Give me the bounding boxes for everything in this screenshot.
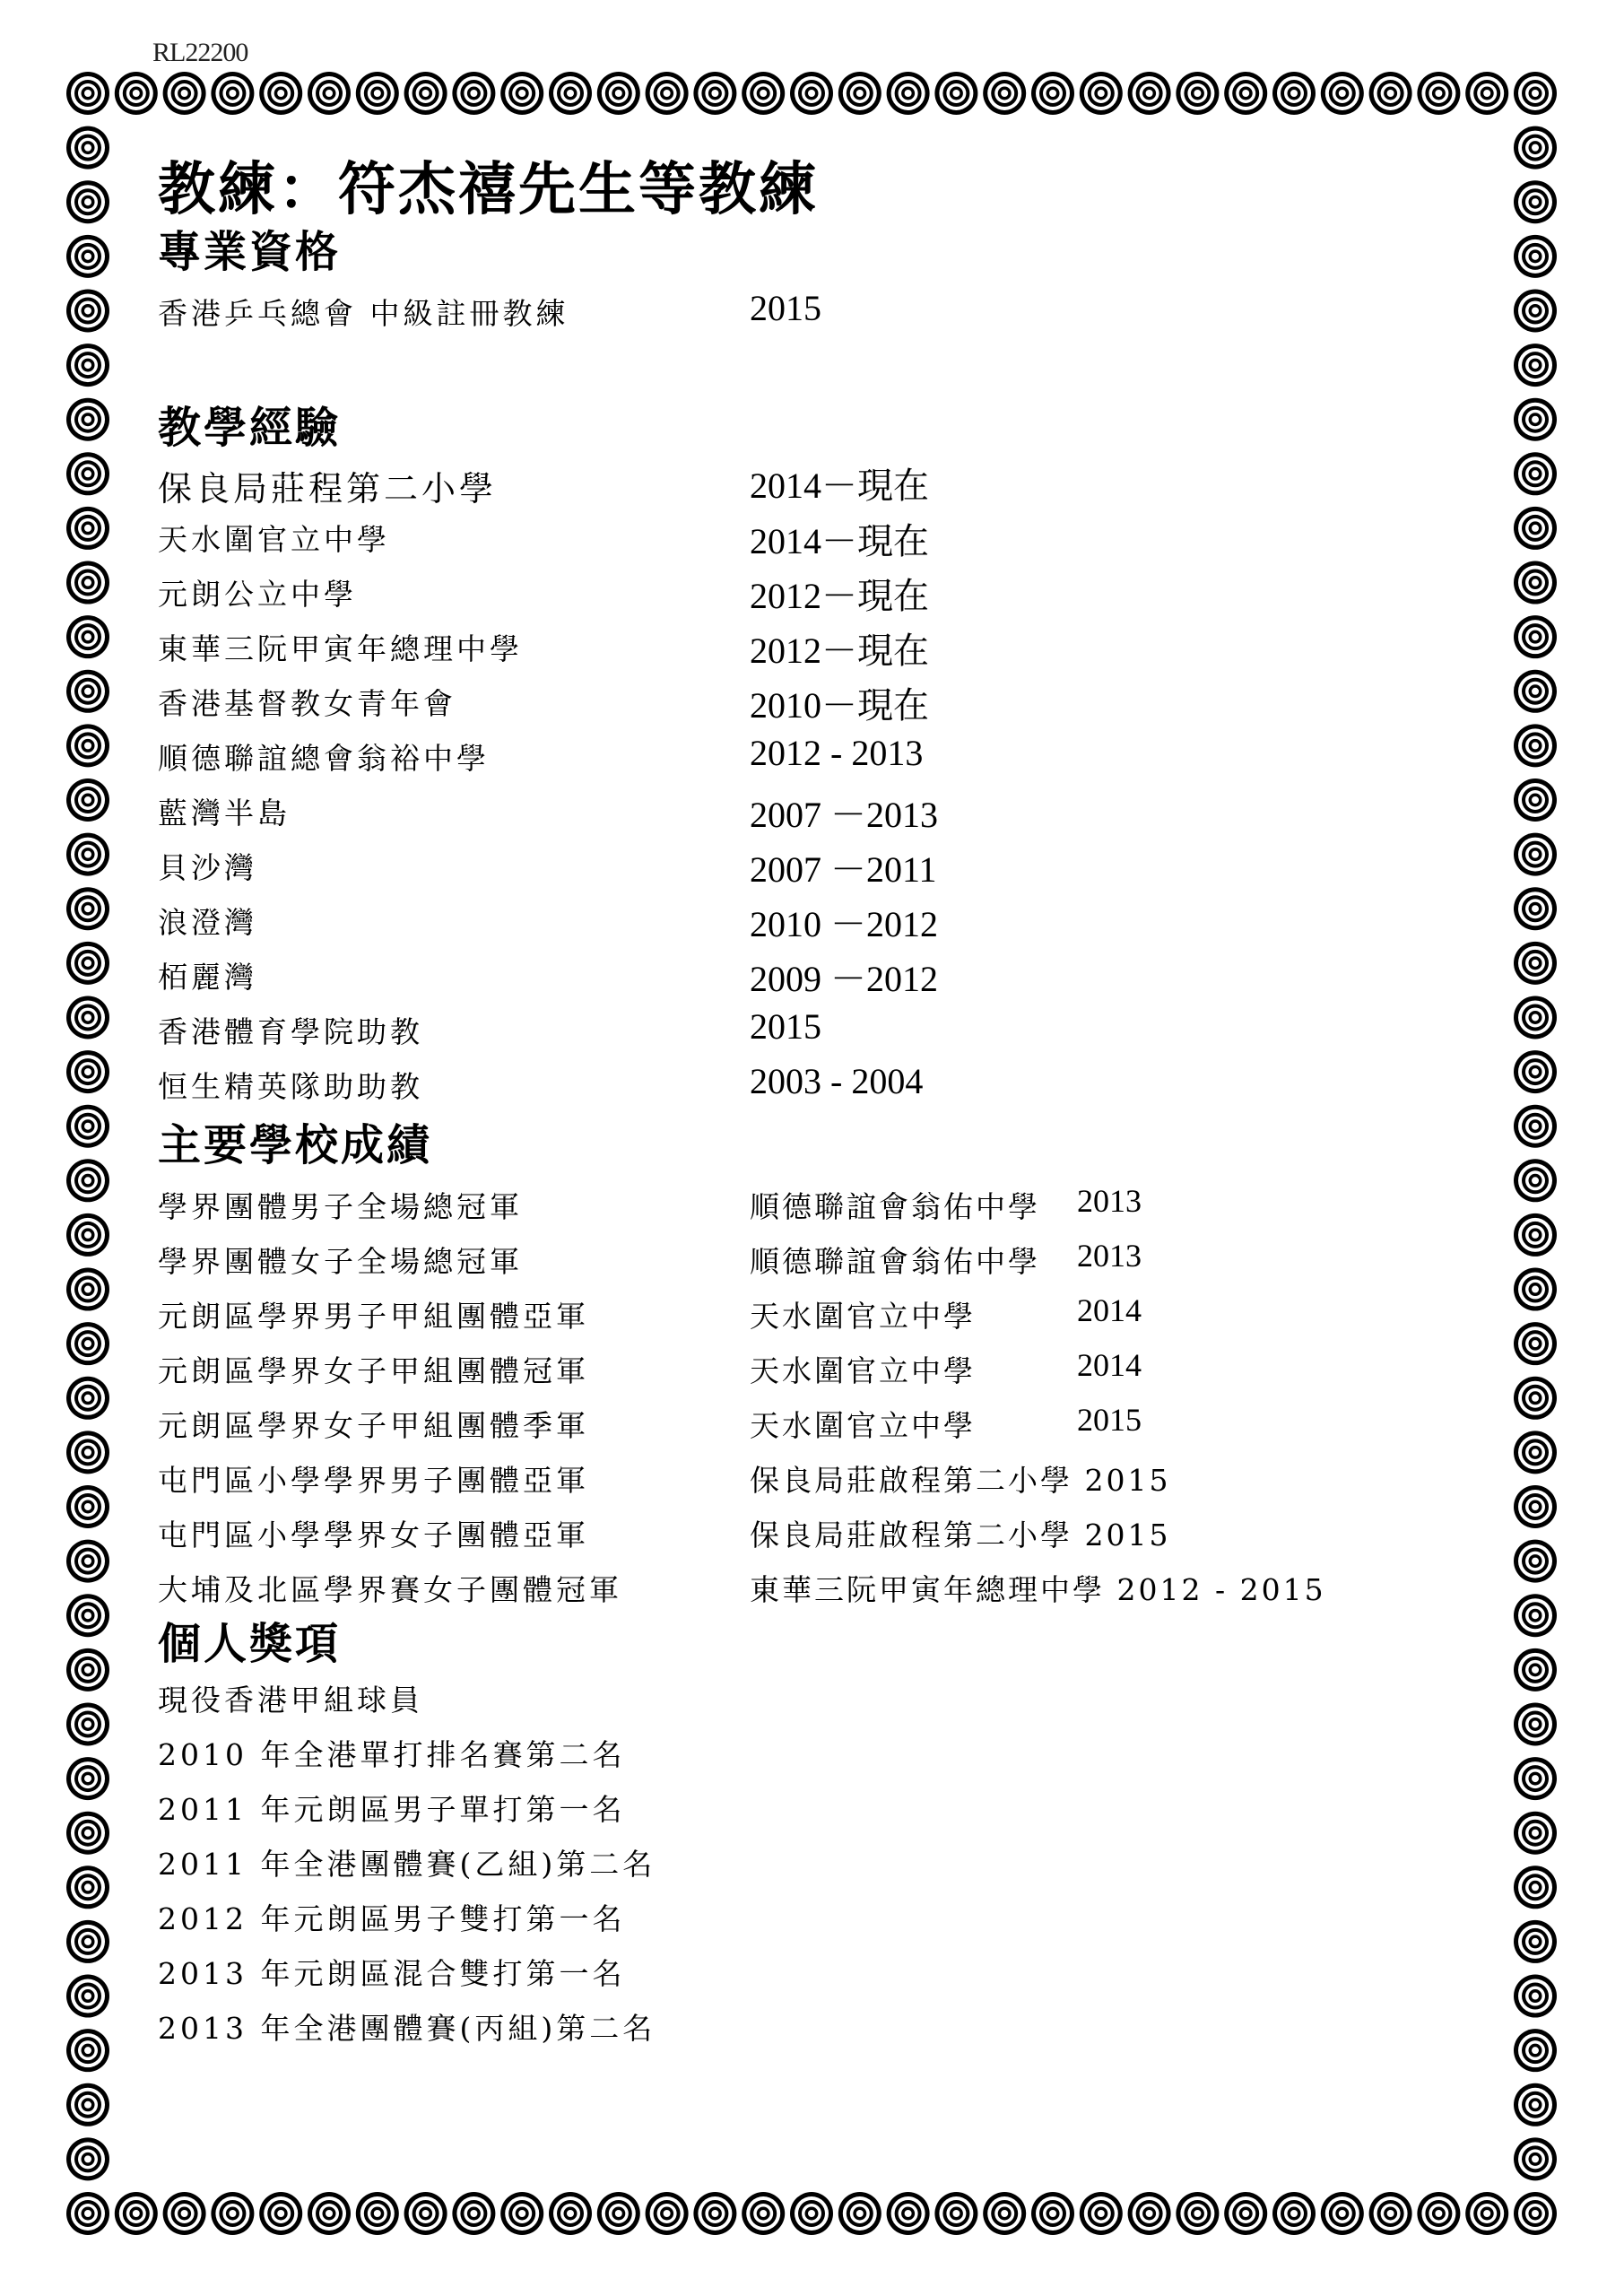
award-item: 2011 年全港團體賽(乙組)第二名: [158, 1847, 656, 1882]
border-ring: [308, 72, 351, 115]
experience-year: 2007 －2013: [750, 795, 938, 835]
award-item: 2013 年全港團體賽(丙組)第二名: [158, 2011, 656, 2046]
border-ring: [66, 1812, 109, 1855]
result-label: 學界團體男子全場總冠軍: [158, 1189, 523, 1224]
experience-year: 2012－現在: [750, 631, 929, 671]
border-ring: [452, 72, 495, 115]
border-ring: [549, 72, 592, 115]
border-ring: [308, 2192, 351, 2235]
border-ring: [1514, 2029, 1557, 2072]
border-ring: [1514, 1594, 1557, 1637]
experience-row: [158, 461, 1503, 509]
border-ring: [1514, 1268, 1557, 1311]
border-ring: [1514, 344, 1557, 387]
border-ring: [66, 1159, 109, 1202]
border-ring: [887, 2192, 930, 2235]
border-ring: [1031, 2192, 1074, 2235]
result-label: 屯門區小學學界男子團體亞軍: [158, 1463, 589, 1498]
award-item: 2013 年元朗區混合雙打第一名: [158, 1956, 626, 1991]
border-ring: [1514, 1975, 1557, 2018]
border-ring: [1128, 2192, 1171, 2235]
border-ring: [66, 1866, 109, 1909]
award-item: 2010 年全港單打排名賽第二名: [158, 1737, 626, 1772]
border-ring: [838, 2192, 881, 2235]
border-ring: [1369, 72, 1412, 115]
school-result-row: [158, 1457, 1503, 1502]
border-ring: [1514, 1485, 1557, 1528]
border-ring: [1514, 398, 1557, 441]
experience-row: [158, 845, 1503, 890]
border-ring: [66, 1702, 109, 1745]
experience-year: 2009 －2012: [750, 959, 938, 999]
border-ring: [1272, 72, 1316, 115]
border-ring: [404, 2192, 447, 2235]
personal-awards-heading: 個人獎項: [158, 1619, 342, 1669]
border-ring: [1514, 1866, 1557, 1909]
border-ring: [66, 724, 109, 767]
school-results-heading: 主要學校成績: [158, 1120, 433, 1170]
border-ring: [66, 887, 109, 930]
border-ring: [163, 2192, 206, 2235]
border-ring: [1514, 887, 1557, 930]
border-ring: [790, 2192, 833, 2235]
border-ring: [66, 507, 109, 550]
result-school: 天水圍官立中學: [750, 1299, 976, 1334]
border-ring: [163, 72, 206, 115]
border-ring: [1514, 507, 1557, 550]
border-ring: [1080, 72, 1123, 115]
border-ring: [66, 561, 109, 604]
border-ring: [66, 344, 109, 387]
experience-label: 栢麗灣: [158, 960, 257, 995]
experience-label: 天水圍官立中學: [158, 522, 390, 557]
result-label: 元朗區學界女子甲組團體冠軍: [158, 1353, 589, 1388]
border-ring: [1321, 72, 1364, 115]
border-ring: [66, 942, 109, 985]
result-school: 保良局莊啟程第二小學 2015: [750, 1518, 1171, 1552]
experience-row: [158, 571, 1503, 616]
border-ring: [66, 2083, 109, 2126]
border-ring: [597, 72, 640, 115]
border-ring: [1514, 670, 1557, 713]
border-ring: [66, 1594, 109, 1637]
border-ring: [211, 72, 254, 115]
border-ring: [1514, 1431, 1557, 1474]
experience-row: [158, 954, 1503, 999]
border-ring: [66, 1431, 109, 1474]
border-ring: [66, 452, 109, 495]
experience-year: 2003 - 2004: [750, 1061, 924, 1101]
border-ring: [452, 2192, 495, 2235]
border-ring: [646, 72, 689, 115]
border-ring: [1272, 2192, 1316, 2235]
school-result-row: [158, 1239, 1503, 1283]
border-ring: [693, 72, 736, 115]
experience-label: 順德聯誼總會翁裕中學: [158, 741, 490, 776]
result-year: 2013: [1077, 1238, 1142, 1274]
experience-row: [158, 790, 1503, 835]
border-ring: [1417, 2192, 1460, 2235]
border-ring: [1514, 1050, 1557, 1093]
experience-label: 香港基督教女青年會: [158, 686, 456, 721]
border-ring: [66, 2029, 109, 2072]
border-ring: [66, 1975, 109, 2018]
experience-row: [158, 1061, 1503, 1109]
border-ring: [1514, 778, 1557, 822]
border-ring: [115, 2192, 158, 2235]
border-ring: [1417, 72, 1460, 115]
border-ring: [1465, 2192, 1508, 2235]
border-ring: [1514, 561, 1557, 604]
border-ring: [1514, 452, 1557, 495]
experience-row: [158, 1006, 1503, 1054]
experience-label: 元朗公立中學: [158, 577, 357, 612]
border-ring: [1514, 1920, 1557, 1963]
border-ring: [500, 72, 543, 115]
border-ring: [115, 72, 158, 115]
border-ring: [1514, 1540, 1557, 1583]
border-ring: [1514, 1757, 1557, 1800]
border-ring: [1080, 2192, 1123, 2235]
border-ring: [742, 72, 785, 115]
border-ring: [1224, 2192, 1267, 2235]
border-ring: [66, 1757, 109, 1800]
qualification-year: 2015: [750, 288, 821, 328]
experience-label: 香港體育學院助教: [158, 1014, 423, 1049]
experience-year: 2010 －2012: [750, 904, 938, 944]
border-ring: [66, 1920, 109, 1963]
border-ring: [259, 72, 302, 115]
border-ring: [1176, 72, 1219, 115]
border-ring: [1514, 180, 1557, 223]
border-ring: [66, 1377, 109, 1420]
result-label: 屯門區小學學界女子團體亞軍: [158, 1518, 589, 1552]
border-ring: [66, 235, 109, 278]
border-ring: [1514, 1377, 1557, 1420]
experience-year: 2012－現在: [750, 576, 929, 616]
border-ring: [1514, 833, 1557, 876]
border-ring: [1514, 942, 1557, 985]
border-ring: [1514, 724, 1557, 767]
experience-year: 2007 －2011: [750, 849, 937, 890]
border-ring: [66, 1648, 109, 1692]
result-year: 2015: [1077, 1402, 1142, 1438]
result-school: 順德聯誼會翁佑中學: [750, 1189, 1040, 1224]
experience-year: 2010－現在: [750, 685, 929, 726]
school-result-row: [158, 1567, 1503, 1612]
experience-row: [158, 517, 1503, 561]
experience-row: [158, 900, 1503, 944]
result-year: 2014: [1077, 1347, 1142, 1383]
result-label: 學界團體女子全場總冠軍: [158, 1244, 523, 1279]
result-year: 2014: [1077, 1292, 1142, 1328]
experience-year: 2014－現在: [750, 465, 929, 506]
qualification-row: [158, 288, 1503, 335]
experience-row: [158, 626, 1503, 671]
border-ring: [1514, 126, 1557, 170]
border-ring: [1321, 2192, 1364, 2235]
border-ring: [66, 289, 109, 332]
border-ring: [211, 2192, 254, 2235]
border-ring: [259, 2192, 302, 2235]
border-ring: [1031, 72, 1074, 115]
experience-heading: 教學經驗: [158, 403, 342, 453]
experience-row: [158, 681, 1503, 726]
border-ring: [1128, 72, 1171, 115]
experience-label: 東華三阮甲寅年總理中學: [158, 631, 523, 666]
result-school: 天水圍官立中學: [750, 1353, 976, 1388]
border-ring: [1514, 72, 1557, 115]
border-ring: [1514, 1812, 1557, 1855]
border-ring: [66, 1540, 109, 1583]
school-result-row: [158, 1512, 1503, 1557]
border-ring: [1514, 615, 1557, 658]
school-result-row: [158, 1403, 1503, 1448]
border-ring: [66, 398, 109, 441]
border-ring: [1514, 2083, 1557, 2126]
border-ring: [66, 180, 109, 223]
award-item: 2011 年元朗區男子單打第一名: [158, 1792, 626, 1827]
border-ring: [500, 2192, 543, 2235]
border-ring: [1514, 1213, 1557, 1257]
qualifications-heading: 專業資格: [158, 227, 342, 277]
result-school: 順德聯誼會翁佑中學: [750, 1244, 1040, 1279]
experience-year: 2015: [750, 1006, 821, 1047]
result-year: 2013: [1077, 1183, 1142, 1219]
border-ring: [790, 72, 833, 115]
qualification-label: 香港乒乓總會 中級註冊教練: [158, 296, 569, 331]
border-ring: [983, 72, 1026, 115]
experience-label: 恒生精英隊助助教: [158, 1069, 423, 1104]
border-ring: [1514, 2137, 1557, 2180]
border-ring: [983, 2192, 1026, 2235]
border-ring: [66, 670, 109, 713]
experience-label: 貝沙灣: [158, 850, 257, 885]
border-ring: [1176, 2192, 1219, 2235]
experience-label: 藍灣半島: [158, 796, 291, 831]
border-ring: [66, 126, 109, 170]
border-ring: [934, 2192, 977, 2235]
border-ring: [887, 72, 930, 115]
border-ring: [1369, 2192, 1412, 2235]
page-title: 教練：符杰禧先生等教練: [158, 156, 819, 223]
border-ring: [549, 2192, 592, 2235]
border-ring: [1514, 2192, 1557, 2235]
award-item: 現役香港甲組球員: [158, 1683, 423, 1718]
border-ring: [66, 1485, 109, 1528]
border-ring: [838, 72, 881, 115]
border-ring: [1514, 289, 1557, 332]
experience-year: 2012 - 2013: [750, 733, 924, 773]
result-label: 元朗區學界女子甲組團體季軍: [158, 1408, 589, 1443]
border-ring: [1514, 1159, 1557, 1202]
border-ring: [1514, 235, 1557, 278]
border-ring: [66, 1213, 109, 1257]
border-ring: [1514, 1322, 1557, 1365]
document-code: RL22200: [152, 38, 248, 67]
experience-label: 浪澄灣: [158, 905, 257, 940]
result-school: 東華三阮甲寅年總理中學 2012 - 2015: [750, 1572, 1326, 1607]
border-ring: [934, 72, 977, 115]
border-ring: [66, 72, 109, 115]
border-ring: [356, 2192, 399, 2235]
experience-label: 保良局莊程第二小學: [158, 469, 498, 509]
result-label: 元朗區學界男子甲組團體亞軍: [158, 1299, 589, 1334]
border-ring: [66, 778, 109, 822]
border-ring: [66, 996, 109, 1039]
border-ring: [356, 72, 399, 115]
border-ring: [646, 2192, 689, 2235]
border-ring: [693, 2192, 736, 2235]
border-ring: [66, 615, 109, 658]
border-ring: [597, 2192, 640, 2235]
border-ring: [1224, 72, 1267, 115]
result-school: 保良局莊啟程第二小學 2015: [750, 1463, 1171, 1498]
school-result-row: [158, 1184, 1503, 1229]
result-school: 天水圍官立中學: [750, 1408, 976, 1443]
school-result-row: [158, 1293, 1503, 1338]
border-ring: [1514, 1702, 1557, 1745]
border-ring: [66, 2192, 109, 2235]
border-ring: [1514, 996, 1557, 1039]
border-ring: [742, 2192, 785, 2235]
school-result-row: [158, 1348, 1503, 1393]
border-ring: [66, 1268, 109, 1311]
experience-year: 2014－現在: [750, 521, 929, 561]
border-ring: [66, 1050, 109, 1093]
border-ring: [66, 2137, 109, 2180]
award-item: 2012 年元朗區男子雙打第一名: [158, 1901, 626, 1936]
experience-row: [158, 735, 1503, 780]
border-ring: [1514, 1648, 1557, 1692]
border-ring: [1465, 72, 1508, 115]
border-ring: [66, 1322, 109, 1365]
border-ring: [404, 72, 447, 115]
border-ring: [1514, 1105, 1557, 1148]
border-ring: [66, 833, 109, 876]
result-label: 大埔及北區學界賽女子團體冠軍: [158, 1572, 622, 1607]
border-ring: [66, 1105, 109, 1148]
